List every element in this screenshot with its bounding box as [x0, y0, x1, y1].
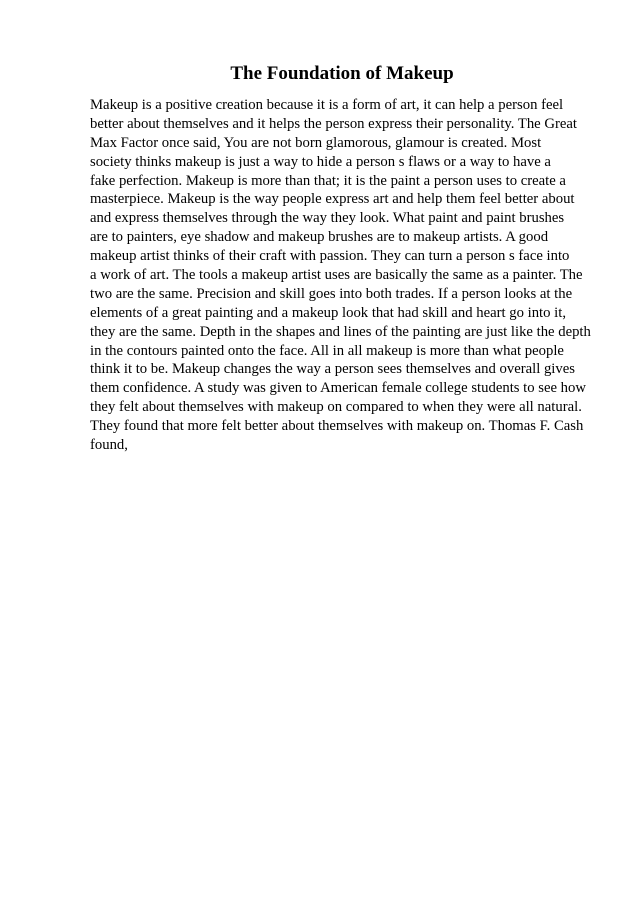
body-line: they are the same. Depth in the shapes and lines of the painting are just like the depth [90, 323, 591, 340]
body-line: makeup artist thinks of their craft with passion. They can turn a person s face into [90, 248, 570, 265]
body-line: found, [90, 437, 128, 454]
body-line: masterpiece. Makeup is the way people express art and help them feel better about [90, 191, 575, 208]
body-line: better about themselves and it helps the person express their personality. The Great [90, 115, 577, 132]
body-line: society thinks makeup is just a way to hide a person s flaws or a way to have a [90, 153, 551, 170]
document-title: The Foundation of Makeup [230, 63, 454, 84]
body-line: fake perfection. Makeup is more than that; it is the paint a person uses to create a [90, 172, 566, 189]
body-line: think it to be. Makeup changes the way a person sees themselves and overall gives [90, 361, 575, 378]
body-line: Makeup is a positive creation because it is a form of art, it can help a person feel [90, 97, 564, 113]
body-line: Max Factor once said, You are not born glamorous, glamour is created. Most [90, 134, 542, 151]
body-line: they felt about themselves with makeup on compared to when they were all natural. [90, 399, 582, 416]
body-line: and express themselves through the way they look. What paint and paint brushes [90, 210, 565, 227]
body-line: them confidence. A study was given to American female college students to see how [90, 380, 586, 397]
body-line: elements of a great painting and a makeup look that had skill and heart go into it, [90, 304, 566, 321]
body-line: in the contours painted onto the face. All in all makeup is more than what people [90, 342, 564, 359]
body-line: They found that more felt better about themselves with makeup on. Thomas F. Cash [90, 418, 584, 435]
body-line: are to painters, eye shadow and makeup brushes are to makeup artists. A good [90, 229, 549, 246]
document-body [90, 96, 610, 455]
body-line: two are the same. Precision and skill goes into both trades. If a person looks at the [90, 285, 573, 302]
body-line: a work of art. The tools a makeup artist uses are basically the same as a painter. The [90, 267, 583, 284]
